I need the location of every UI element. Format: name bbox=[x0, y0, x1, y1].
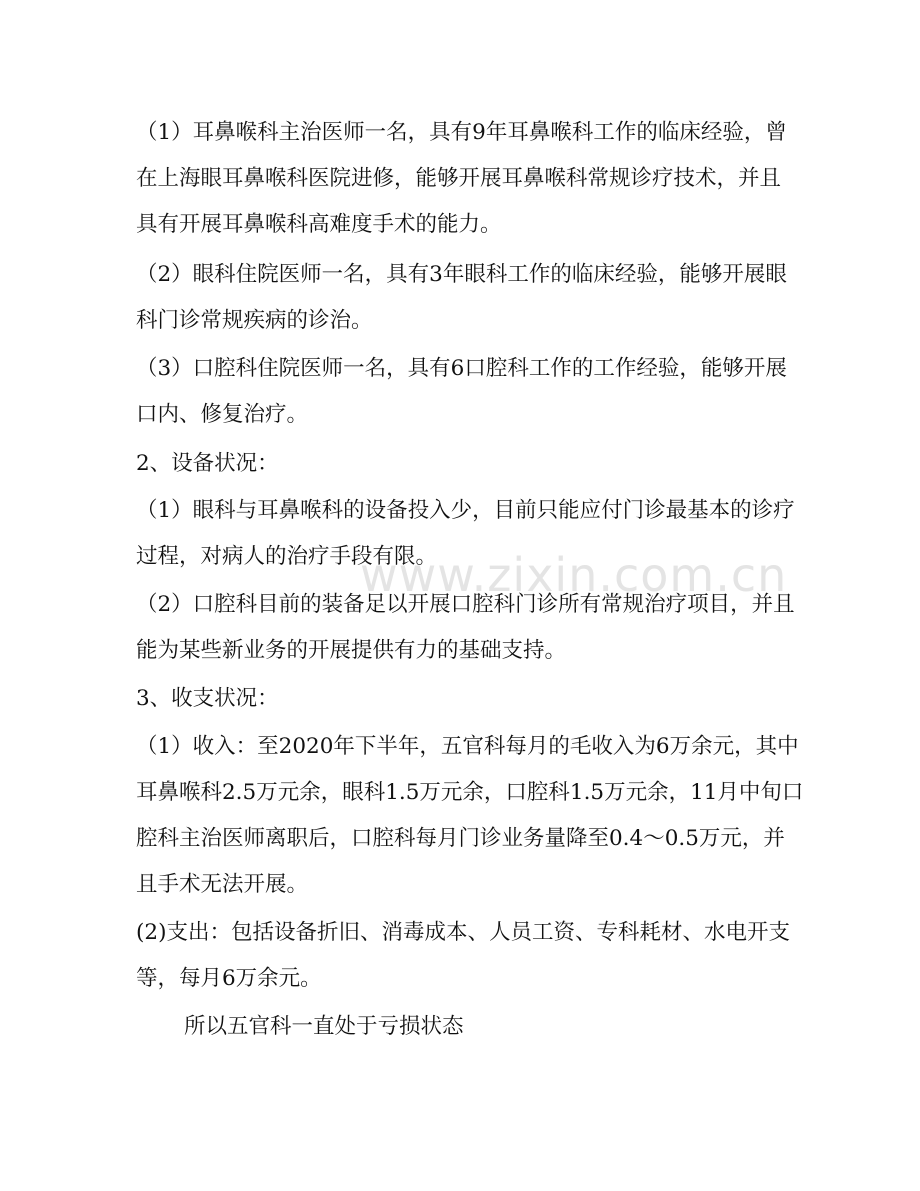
text-line: （2）口腔科目前的装备足以开展口腔科门诊所有常规治疗项目，并且 bbox=[136, 592, 795, 617]
text-line: （1）收入：至2020年下半年，五官科每月的毛收入为6万余元，其中 bbox=[136, 734, 799, 759]
text-line: (2)支出：包括设备折旧、消毒成本、人员工资、专科耗材、水电开支 bbox=[136, 920, 790, 945]
text-line: 口内、修复治疗。 bbox=[136, 402, 309, 427]
text-line: 等，每月6万余元。 bbox=[136, 966, 322, 991]
section-heading: 2、设备状况： bbox=[136, 451, 279, 476]
text-line: 耳鼻喉科2.5万元余，眼科1.5万元余，口腔科1.5万元余，11月中旬口 bbox=[136, 780, 804, 805]
text-line: （1）耳鼻喉科主治医师一名，具有9年耳鼻喉科工作的临床经验，曾 bbox=[136, 120, 787, 145]
section-heading: 3、收支状况： bbox=[136, 686, 279, 711]
conclusion-line: 所以五官科一直处于亏损状态 bbox=[184, 1014, 464, 1039]
text-line: 且手术无法开展。 bbox=[136, 872, 309, 897]
text-line: 在上海眼耳鼻喉科医院进修，能够开展耳鼻喉科常规诊疗技术，并且 bbox=[136, 166, 782, 191]
text-line: 科门诊常规疾病的诊治。 bbox=[136, 308, 373, 333]
text-line: 能为某些新业务的开展提供有力的基础支持。 bbox=[136, 638, 567, 663]
text-line: 过程，对病人的治疗手段有限。 bbox=[136, 544, 438, 569]
text-line: 具有开展耳鼻喉科高难度手术的能力。 bbox=[136, 212, 502, 237]
text-line: 腔科主治医师离职后，口腔科每月门诊业务量降至0.4～0.5万元，并 bbox=[136, 826, 785, 851]
text-line: （2）眼科住院医师一名，具有3年眼科工作的临床经验，能够开展眼 bbox=[136, 262, 787, 287]
text-line: （1）眼科与耳鼻喉科的设备投入少，目前只能应付门诊最基本的诊疗 bbox=[136, 498, 795, 523]
watermark: www.zixin.com.cn bbox=[360, 548, 788, 602]
text-line: （3）口腔科住院医师一名，具有6口腔科工作的工作经验，能够开展 bbox=[136, 356, 787, 381]
